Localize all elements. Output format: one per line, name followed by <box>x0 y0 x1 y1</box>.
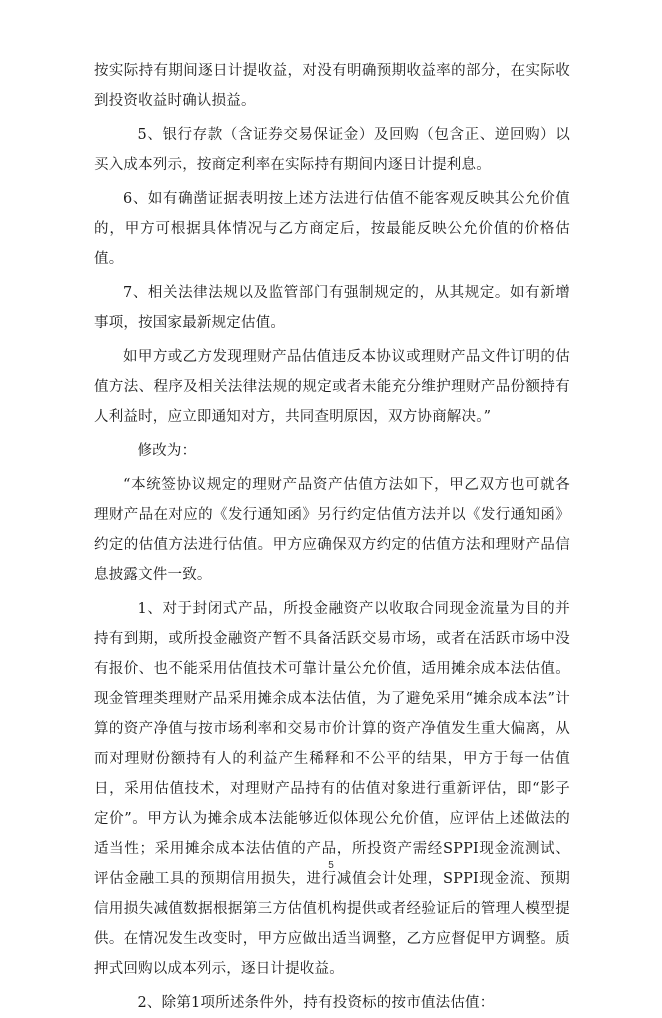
paragraph-item-7: 7、相关法律法规以及监管部门有强制规定的，从其规定。如有新增事项，按国家最新规定估值。 <box>94 285 570 331</box>
document-body <box>94 56 570 1018</box>
paragraph-item-5: 5、银行存款（含证券交易保证金）及回购（包含正、逆回购）以买入成本列示，按商定利率在实际持有期间内逐日计提利息。 <box>94 127 570 173</box>
paragraph-amended-item-2: 2、除第1项所述条件外，持有投资标的按市值法估值： <box>137 995 495 1011</box>
paragraph-amended-intro: “本统签协议规定的理财产品资产估值方法如下，甲乙双方也可就各理财产品在对应的《发行通知函》另行约定估值方法并以《发行通知函》约定的估值方法进行估值。甲方应确保双方约定的估值方法和理财产品信息披露文件一致。 <box>94 477 570 583</box>
paragraph-continuation: 按实际持有期间逐日计提收益，对没有明确预期收益率的部分，在实际收到投资收益时确认损益。 <box>94 63 570 109</box>
paragraph-dispute-clause: 如甲方或乙方发现理财产品估值违反本协议或理财产品文件订明的估值方法、程序及相关法律法规的规定或者未能充分维护理财产品份额持有人利益时，应立即通知对方，共同查明原因，双方协商解决。” <box>94 349 570 425</box>
paragraph-amended-to: 修改为： <box>137 443 197 459</box>
page-number: 5 <box>328 860 334 871</box>
paragraph-amended-item-1: 1、对于封闭式产品，所投金融资产以收取合同现金流量为目的并持有到期，或所投金融资产暂不具备活跃交易市场，或者在活跃市场中没有报价、也不能采用估值技术可靠计量公允价值，适用摊余成本法估值。现金管理类理财产品采用摊余成本法估值，为了避免采用“摊余成本法”计算的资产净值与按市场利率和交易市价计算的资产净值发生重大偏离，从而对理财份额持有人的利益产生稀释和不公平的结果，甲方于每一估值日，采用估值技术，对理财产品持有的估值对象进行重新评估，即“影子定价”。甲方认为摊余成本法能够近似体现公允价值，应评估上述做法的适当性；采用摊余成本法估值的产品，所投资产需经SPPI现金流测试、评估金融工具的预期信用损失，进行减值会计处理，SPPI现金流、预期信用损失减值数据根据第三方估值机构提供或者经验证后的管理人模型提供。在情况发生改变时，甲方应做出适当调整，乙方应督促甲方调整。质押式回购以成本列示，逐日计提收益。 <box>94 601 570 977</box>
paragraph-item-6: 6、如有确凿证据表明按上述方法进行估值不能客观反映其公允价值的，甲方可根据具体情况与乙方商定后，按最能反映公允价值的价格估值。 <box>94 191 570 267</box>
